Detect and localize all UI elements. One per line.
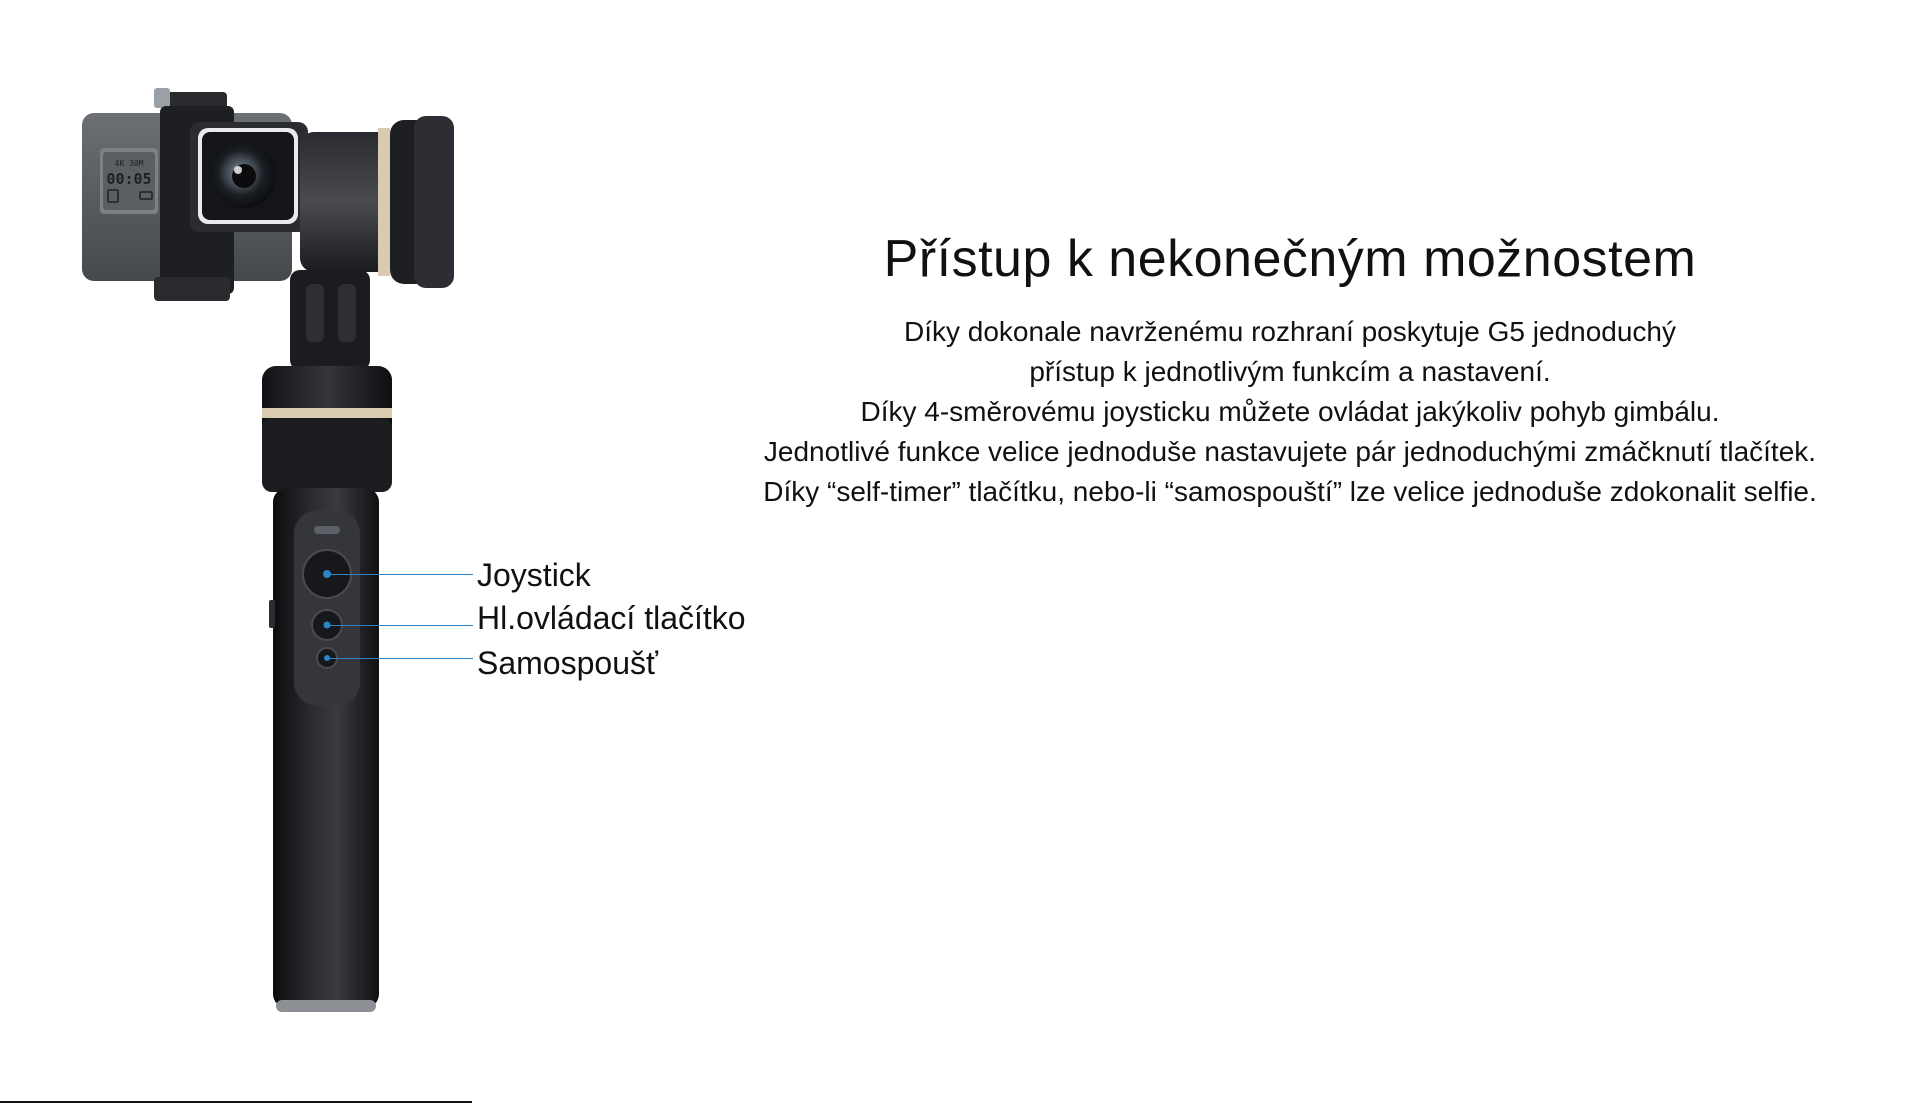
roll-motor	[300, 116, 454, 288]
description-line: přístup k jednotlivým funkcím a nastavení.	[1029, 356, 1551, 387]
action-camera	[82, 88, 308, 301]
gimbal-product-image	[70, 80, 490, 1020]
description-line: Jednotlivé funkce velice jednoduše nastavujete pár jednoduchými zmáčknutí tlačítek.	[763, 436, 1817, 467]
self-timer-label: Samospoušť	[477, 645, 658, 681]
camera-time-text: 00:05	[106, 170, 152, 188]
yaw-motor	[262, 366, 392, 492]
joystick-label: Joystick	[477, 557, 591, 593]
feature-description	[660, 312, 1920, 512]
bottom-divider	[0, 1101, 472, 1103]
description-line: Díky 4-směrovému joysticku můžete ovládat jakýkoliv pohyb gimbálu.	[860, 396, 1720, 427]
gimbal-handle	[269, 488, 379, 1012]
self-timer-callout-line	[327, 658, 473, 659]
description-line: Díky “self-timer” tlačítku, nebo-li “samospouští” lze velice jednoduše zdokonalit selfie.	[763, 476, 1817, 507]
main-button-label: Hl.ovládací tlačítko	[477, 600, 746, 636]
gimbal-arm	[290, 270, 370, 370]
camera-mode-text: 4K 30M	[114, 159, 144, 168]
description-line: Díky dokonale navrženému rozhraní poskytuje G5 jednoduchý	[904, 316, 1676, 347]
joystick-callout-line	[327, 574, 473, 575]
section-heading: Přístup k nekonečným možnostem	[883, 230, 1697, 288]
main-button-callout-line	[327, 625, 473, 626]
